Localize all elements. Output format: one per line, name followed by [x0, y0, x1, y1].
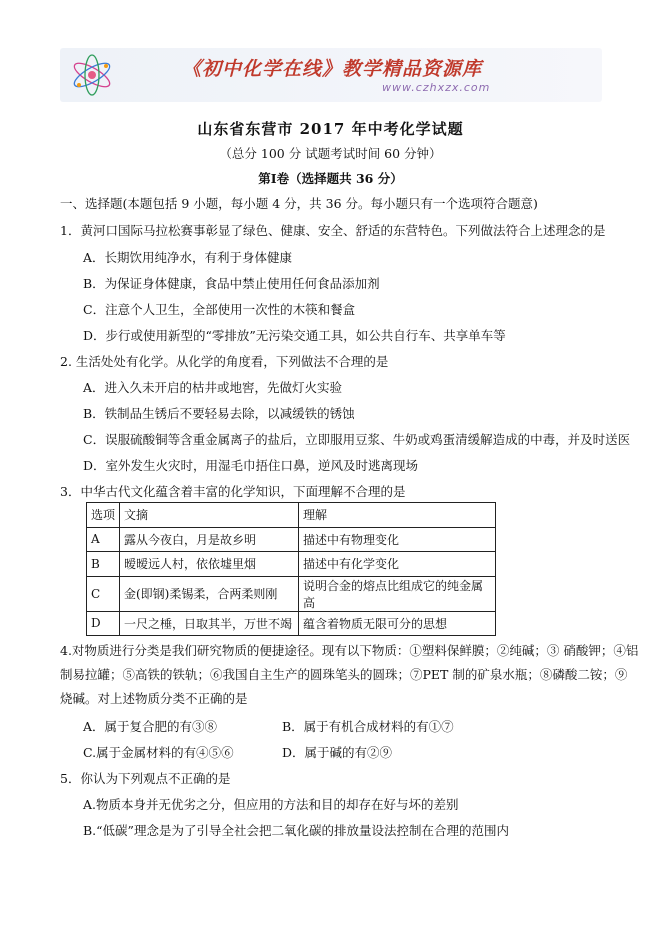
table-header-row: [87, 503, 496, 528]
table-cell: 蕴含着物质无限可分的思想: [299, 611, 496, 636]
table-cell: 描述中有物理变化: [299, 527, 496, 552]
table-cell: 描述中有化学变化: [299, 552, 496, 577]
table-cell: 一尺之棰，日取其半，万世不竭: [120, 611, 299, 636]
question-5-option-b: B.“低碳”理念是为了引导全社会把二氧化碳的排放量设法控制在合理的范围内: [83, 823, 509, 838]
question-1-option-a: A．长期饮用纯净水，有利于身体健康: [83, 250, 293, 265]
question-4-option-b: B．属于有机合成材料的有①⑦: [282, 719, 454, 734]
question-1-option-c: C．注意个人卫生，全部使用一次性的木筷和餐盒: [83, 302, 356, 317]
table-cell: 露从今夜白，月是故乡明: [120, 527, 299, 552]
table-cell: B: [87, 552, 120, 577]
question-4-option-c: C.属于金属材料的有④⑤⑥: [83, 745, 234, 760]
question-1-stem: 1．黄河口国际马拉松赛事彰显了绿色、健康、安全、舒适的东营特色。下列做法符合上述理念的是: [60, 223, 606, 238]
question-2-option-d: D．室外发生火灾时，用湿毛巾捂住口鼻，逆风及时逃离现场: [83, 458, 419, 473]
question-5-stem: 5．你认为下列观点不正确的是: [60, 771, 231, 786]
question-2-option-a: A．进入久未开启的枯井或地窖，先做灯火实验: [83, 380, 343, 395]
question-4-option-d: D．属于碱的有②⑨: [282, 745, 393, 760]
banner-url: www.czhxzx.com: [382, 81, 491, 94]
question-3-table: [86, 502, 496, 636]
question-4-option-a: A．属于复合肥的有③⑧: [83, 719, 218, 734]
table-cell: 暧暧远人村，依依墟里烟: [120, 552, 299, 577]
question-5-option-a: A.物质本身并无优劣之分，但应用的方法和目的却存在好与坏的差别: [83, 797, 459, 812]
table-cell: D: [87, 611, 120, 636]
question-4-stem-line-1: 4.对物质进行分类是我们研究物质的便捷途径。现有以下物质：①塑料保鲜膜；②纯碱；③ 硝酸钾；④铝: [60, 643, 639, 658]
question-3-stem: 3．中华古代文化蕴含着丰富的化学知识，下面理解不合理的是: [60, 484, 406, 499]
table-header-cell: 文摘: [120, 503, 299, 528]
table-cell: C: [87, 576, 120, 611]
question-4-stem-line-3: 烧碱。对上述物质分类不正确的是: [60, 691, 248, 706]
table-header-cell: 理解: [299, 503, 496, 528]
atom-logo-icon: [68, 52, 116, 98]
table-row: [87, 576, 496, 611]
table-cell: 说明合金的熔点比组成它的纯金属高: [299, 576, 496, 611]
question-2-option-b: B．铁制品生锈后不要轻易去除，以减缓铁的锈蚀: [83, 406, 355, 421]
table-header-cell: 选项: [87, 503, 120, 528]
question-1-option-d: D．步行或使用新型的“零排放”无污染交通工具，如公共自行车、共享单车等: [83, 328, 506, 343]
question-2-stem: 2. 生活处处有化学。从化学的角度看，下列做法不合理的是: [60, 354, 389, 369]
table-row: [87, 527, 496, 552]
question-2-option-c: C．误服硫酸铜等含重金属离子的盐后，立即服用豆浆、牛奶或鸡蛋清缓解造成的中毒，并及时送医: [83, 432, 631, 447]
table-cell: 金(即钢)柔锡柔，合两柔则刚: [120, 576, 299, 611]
table-cell: A: [87, 527, 120, 552]
question-4-stem-line-2: 制易拉罐；⑤高铁的铁轨；⑥我国自主生产的圆珠笔头的圆珠；⑦PET 制的矿泉水瓶；⑧磷酸二铵；⑨: [60, 667, 628, 682]
document-title: 山东省东营市 2017 年中考化学试题: [197, 120, 464, 138]
part-title: 第Ⅰ卷（选择题共 36 分）: [258, 171, 403, 186]
exam-info: （总分 100 分 试题考试时间 60 分钟）: [219, 146, 442, 161]
table-row: [87, 552, 496, 577]
header-banner: [60, 48, 602, 102]
table-row: [87, 611, 496, 636]
banner-title: 《初中化学在线》教学精品资源库: [182, 58, 483, 80]
section-heading: 一、选择题(本题包括 9 小题，每小题 4 分，共 36 分。每小题只有一个选项符合题意): [60, 196, 538, 211]
question-1-option-b: B．为保证身体健康，食品中禁止使用任何食品添加剂: [83, 276, 380, 291]
